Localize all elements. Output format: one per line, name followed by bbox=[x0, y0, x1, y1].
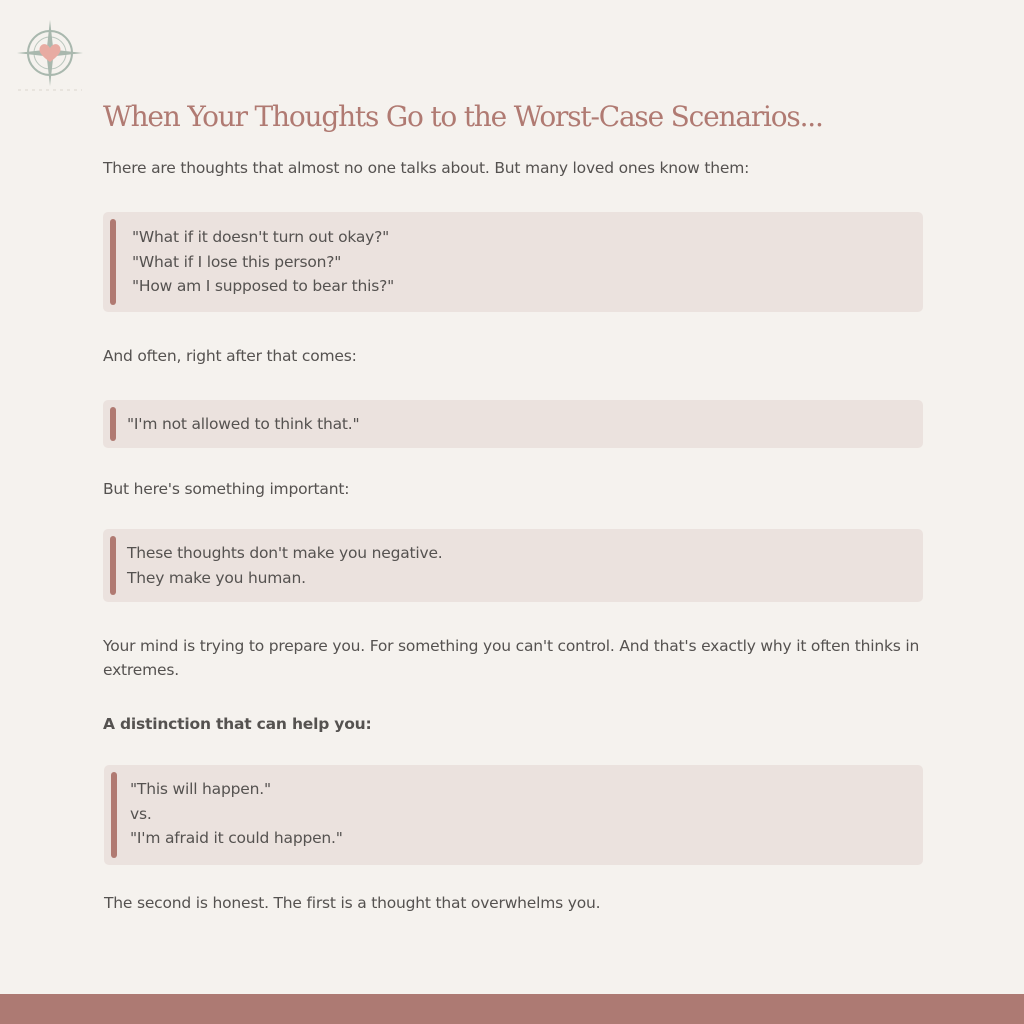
paragraph-important: But here's something important: bbox=[103, 480, 350, 498]
quote-line: "I'm not allowed to think that." bbox=[127, 414, 360, 433]
quote-line: "What if it doesn't turn out okay?" bbox=[132, 228, 390, 246]
quote-line: "I'm afraid it could happen." bbox=[130, 829, 343, 847]
quote-accent-bar bbox=[110, 407, 116, 442]
quote-line: vs. bbox=[130, 804, 152, 823]
footer-bar bbox=[0, 994, 1024, 1024]
quote-block-worries bbox=[103, 212, 923, 312]
intro-paragraph: There are thoughts that almost no one talks about. But many loved ones know them: bbox=[103, 159, 750, 177]
quote-line: "What if I lose this person?" bbox=[132, 252, 342, 271]
quote-accent-bar bbox=[111, 772, 117, 858]
quote-line: They make you human. bbox=[127, 568, 306, 587]
quote-accent-bar bbox=[110, 536, 116, 595]
page-title: When Your Thoughts Go to the Worst-Case Scenarios... bbox=[103, 100, 823, 133]
quote-line: "How am I supposed to bear this?" bbox=[132, 277, 395, 295]
quote-block-human bbox=[103, 529, 923, 602]
quote-block-distinction bbox=[104, 765, 923, 865]
quote-line: These thoughts don't make you negative. bbox=[127, 544, 443, 562]
quote-block-not-allowed bbox=[103, 400, 923, 449]
compass-heart-icon bbox=[16, 18, 84, 92]
paragraph-mind: Your mind is trying to prepare you. For something you can't control. And that's exactly why it often thinks in extremes. bbox=[103, 637, 920, 679]
paragraph-after-worries: And often, right after that comes: bbox=[103, 346, 357, 365]
quote-accent-bar bbox=[110, 219, 116, 305]
article bbox=[103, 98, 923, 915]
quote-line: "This will happen." bbox=[130, 780, 271, 798]
closing-paragraph: The second is honest. The first is a thought that overwhelms you. bbox=[104, 893, 601, 912]
distinction-heading: A distinction that can help you: bbox=[103, 715, 372, 733]
